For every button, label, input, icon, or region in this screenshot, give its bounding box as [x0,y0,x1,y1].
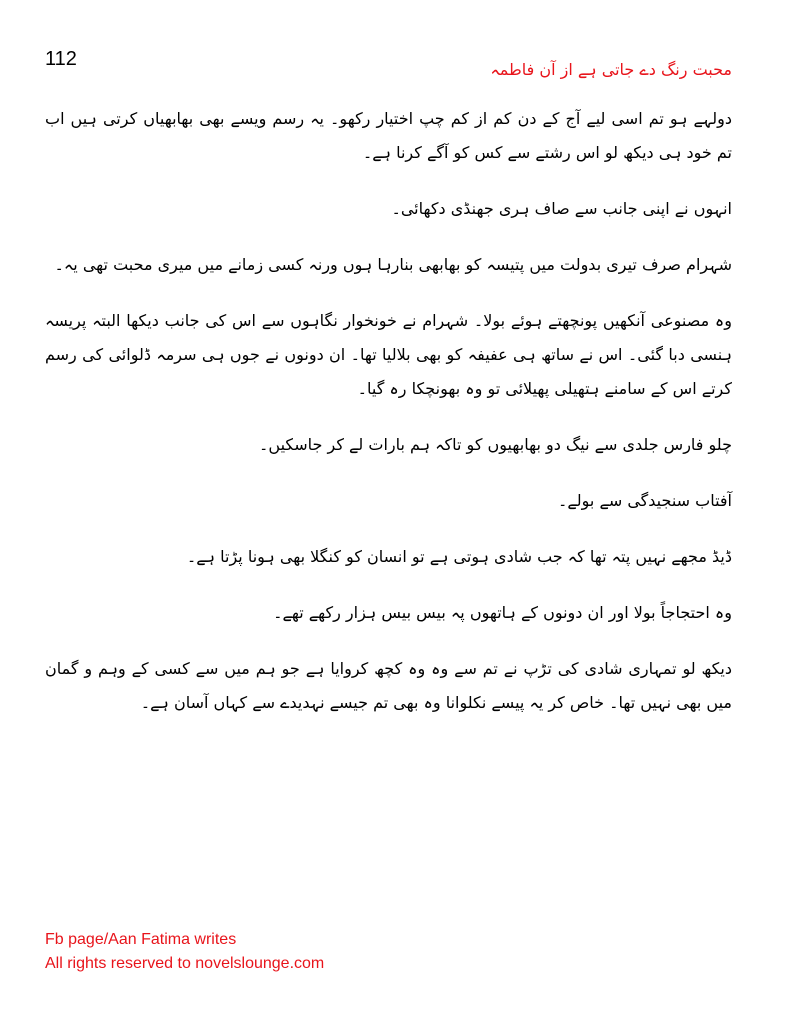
paragraph: شہرام صرف تیری بدولت میں پتیسہ کو بھابھی بنارہا ہوں ورنہ کسی زمانے میں میری محبت تھی یہ۔ [54,255,732,274]
footer [45,928,324,976]
paragraph: چلو فارس جلدی سے نیگ دو بھابھیوں کو تاکہ ہم بارات لے کر جاسکیں۔ [259,435,732,454]
paragraph: وہ مصنوعی آنکھیں پونچھتے ہوئے بولا۔ شہرام نے خونخوار نگاہوں سے اس کی جانب دیکھا البتہ پریسہ ہنسی دبا گئی۔ اس نے ساتھ ہی عفیفہ کو بھی بلالیا تھا۔ ان دونوں نے جوں ہی سرمہ ڈلوائی کی رسم کرتے اس کے سامنے ہتھیلی پھیلائی تو وہ بھونچکا رہ گیا۔ [45,311,732,398]
paragraph: دیکھ لو تمہاری شادی کی تڑپ نے تم سے وہ وہ کچھ کروایا ہے جو ہم میں سے کسی کے وہم و گمان میں بھی نہیں تھا۔ خاص کر یہ پیسے نکلوانا وہ بھی تم جیسے نہدیدے سے کہاں آسان ہے۔ [45,659,733,712]
paragraph: ڈیڈ مجھے نہیں پتہ تھا کہ جب شادی ہوتی ہے تو انسان کو کنگلا بھی ہونا پڑتا ہے۔ [186,547,732,566]
page-number: 112 [45,48,77,70]
footer-rights: All rights reserved to novelslounge.com [45,955,325,972]
body-text [45,102,732,742]
paragraph: دولہے ہو تم اسی لیے آج کے دن کم از کم چپ اختیار رکھو۔ یہ رسم ویسے بھی بھابھیاں کرتی ہیں اب تم خود ہی دیکھ لو اس رشتے سے کس کو آگے کرنا ہے۔ [45,109,732,162]
paragraph: آفتاب سنجیدگی سے بولے۔ [558,491,732,510]
running-header: محبت رنگ دے جاتی ہے از آن فاطمہ [490,60,732,79]
paragraph: انہوں نے اپنی جانب سے صاف ہری جھنڈی دکھائی۔ [391,199,732,218]
paragraph: وہ احتجاجاً بولا اور ان دونوں کے ہاتھوں پہ بیس بیس ہزار رکھے تھے۔ [273,603,732,622]
footer-fb-page: Fb page/Aan Fatima writes [45,931,237,948]
